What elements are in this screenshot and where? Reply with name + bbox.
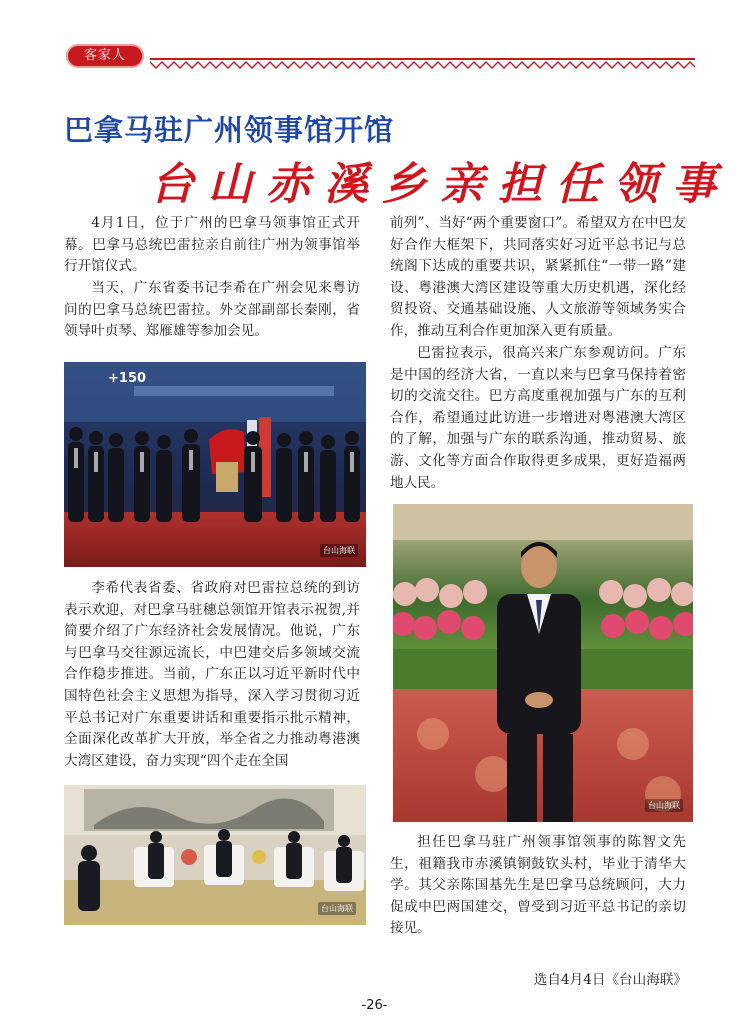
- article-subtitle: 台山赤溪乡亲担任领事: [150, 159, 730, 210]
- right-paragraph-3: 担任巴拿马驻广州领事馆领事的陈智文先生，祖籍我市赤溪镇铜鼓钦头村，毕业于清华大学。其父亲陈国基先生是巴拿马总统顾问，大力促成中巴两国建交，曾受到习近平总书记的亲切接见。: [390, 834, 686, 937]
- source-citation: 选自4月4日《台山海联》: [533, 972, 687, 988]
- portrait-photo-illustration: [393, 504, 693, 822]
- ceremony-photo: [64, 362, 366, 567]
- ceremony-photo-illustration: [64, 362, 366, 567]
- left-paragraph-1: 4月1日，位于广州的巴拿马领事馆正式开幕。巴拿马总统巴雷拉亲自前往广州为领事馆举行开馆仪式。: [64, 215, 360, 275]
- meeting-photo-watermark: 台山海联: [318, 902, 356, 915]
- ceremony-banner-text: +150: [108, 371, 147, 386]
- right-paragraph-2: 巴雷拉表示，很高兴来广东参观访问。广东是中国的经济大省，一直以来与巴拿马保持着密切的交流交往。巴方高度重视加强与广东的互利合作，希望通过此访进一步增进对粤港澳大湾区的了解，加强与广东的联系沟通，推动贸易、旅游、文化等方面合作取得更多成果，更好造福两地人民。: [390, 345, 686, 491]
- right-paragraph-1: 前列”、当好“两个重要窗口”。希望双方在中巴友好合作大框架下，共同落实好习近平总书记与总统阁下达成的重要共识，紧紧抓住“一带一路”建设、粤港澳大湾区建设等重大历史机遇，深化经贸投资、交通基础设施、人文旅游等领域务实合作，推动互利合作更加深入更有质量。: [390, 215, 686, 339]
- page-header: [0, 0, 749, 78]
- meeting-photo: [64, 785, 366, 925]
- header-rule: [150, 58, 695, 60]
- left-paragraph-3: 李希代表省委、省政府对巴雷拉总统的到访表示欢迎，对巴拿马驻穗总领馆开馆表示祝贺,并简要介绍了广东经济社会发展情况。他说，广东与巴拿马交往源远流长，中巴建交后多领域交流合作稳步推进。当前，广东正以习近平新时代中国特色社会主义思想为指导，深入学习贯彻习近平总书记对广东重要讲话和重要指示批示精神，全面深化改革扩大开放，举全省之力推动粤港澳大湾区建设，奋力实现“四个走在全国: [64, 580, 360, 769]
- portrait-photo: [393, 504, 693, 822]
- header-zigzag-decoration: [150, 61, 695, 69]
- ceremony-photo-watermark: 台山海联: [320, 544, 358, 557]
- portrait-photo-watermark: 台山海联: [645, 799, 683, 812]
- section-tag: 客家人: [66, 44, 144, 68]
- page-number: -26-: [361, 998, 388, 1013]
- article-title: 巴拿马驻广州领事馆开馆: [64, 113, 395, 147]
- left-paragraph-2: 当天，广东省委书记李希在广州会见来粤访问的巴拿马总统巴雷拉。外交部副部长秦刚，省领导叶贞琴、郑雁雄等参加会见。: [64, 280, 360, 340]
